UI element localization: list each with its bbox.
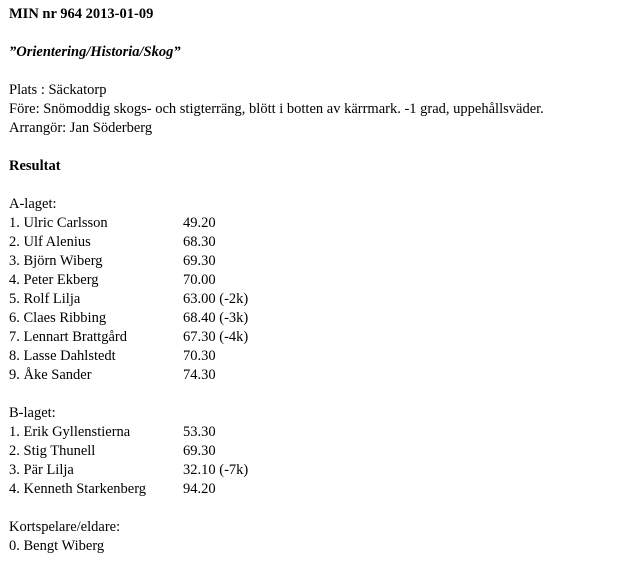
b-team-label: B-laget: — [9, 405, 56, 421]
result-row — [9, 347, 623, 366]
participant-name: 0. Bengt Wiberg — [9, 538, 105, 554]
result-row — [9, 233, 623, 252]
participant-time: 49.20 — [183, 215, 216, 231]
spacer — [9, 24, 623, 43]
participant-name: 3. Björn Wiberg — [9, 253, 103, 269]
participant-time: 69.30 — [183, 443, 216, 459]
participant-name: 1. Ulric Carlsson — [9, 215, 108, 231]
participant-time: 67.30 (-4k) — [183, 329, 249, 345]
result-row — [9, 423, 623, 442]
results-heading: Resultat — [9, 158, 61, 174]
participant-time: 69.30 — [183, 253, 216, 269]
participant-name: 2. Stig Thunell — [9, 443, 96, 459]
result-row — [9, 252, 623, 271]
conditions-line: Före: Snömoddig skogs- och stigterräng, blött i botten av kärrmark. -1 grad, uppehållsväder. — [9, 101, 544, 117]
result-row — [9, 461, 623, 480]
participant-name: 1. Erik Gyllenstierna — [9, 424, 131, 440]
participant-name: 9. Åke Sander — [9, 367, 92, 383]
participant-name: 7. Lennart Brattgård — [9, 329, 127, 345]
participant-time: 74.30 — [183, 367, 216, 383]
participant-time: 32.10 (-7k) — [183, 462, 249, 478]
participant-name: 4. Kenneth Starkenberg — [9, 481, 147, 497]
participant-name: 4. Peter Ekberg — [9, 272, 99, 288]
result-row — [9, 442, 623, 461]
participant-name: 8. Lasse Dahlstedt — [9, 348, 116, 364]
result-row — [9, 328, 623, 347]
participant-time: 68.40 (-3k) — [183, 310, 249, 326]
document-subtitle: ”Orientering/Historia/Skog” — [9, 44, 181, 60]
participant-name: 3. Pär Lilja — [9, 462, 74, 478]
result-row — [9, 214, 623, 233]
spacer — [9, 62, 623, 81]
participant-time: 53.30 — [183, 424, 216, 440]
participant-time: 63.00 (-2k) — [183, 291, 249, 307]
participant-time: 70.00 — [183, 272, 216, 288]
result-row — [9, 366, 623, 385]
document-title: MIN nr 964 2013-01-09 — [9, 6, 154, 22]
participant-time: 94.20 — [183, 481, 216, 497]
participant-time: 70.30 — [183, 348, 216, 364]
participant-name: 2. Ulf Alenius — [9, 234, 91, 250]
participant-name: 6. Claes Ribbing — [9, 310, 107, 326]
participant-name: 5. Rolf Lilja — [9, 291, 81, 307]
result-row — [9, 309, 623, 328]
spacer — [9, 176, 623, 195]
place-line: Plats : Säckatorp — [9, 82, 107, 98]
result-row — [9, 537, 623, 556]
spacer — [9, 138, 623, 157]
others-label: Kortspelare/eldare: — [9, 519, 121, 535]
a-team-label: A-laget: — [9, 196, 57, 212]
spacer — [9, 385, 623, 404]
spacer — [9, 499, 623, 518]
a-team-results — [9, 214, 623, 385]
others-list — [9, 537, 623, 556]
organizer-line: Arrangör: Jan Söderberg — [9, 120, 153, 136]
document-page — [9, 5, 623, 556]
result-row — [9, 290, 623, 309]
result-row — [9, 480, 623, 499]
b-team-results — [9, 423, 623, 499]
result-row — [9, 271, 623, 290]
participant-time: 68.30 — [183, 234, 216, 250]
